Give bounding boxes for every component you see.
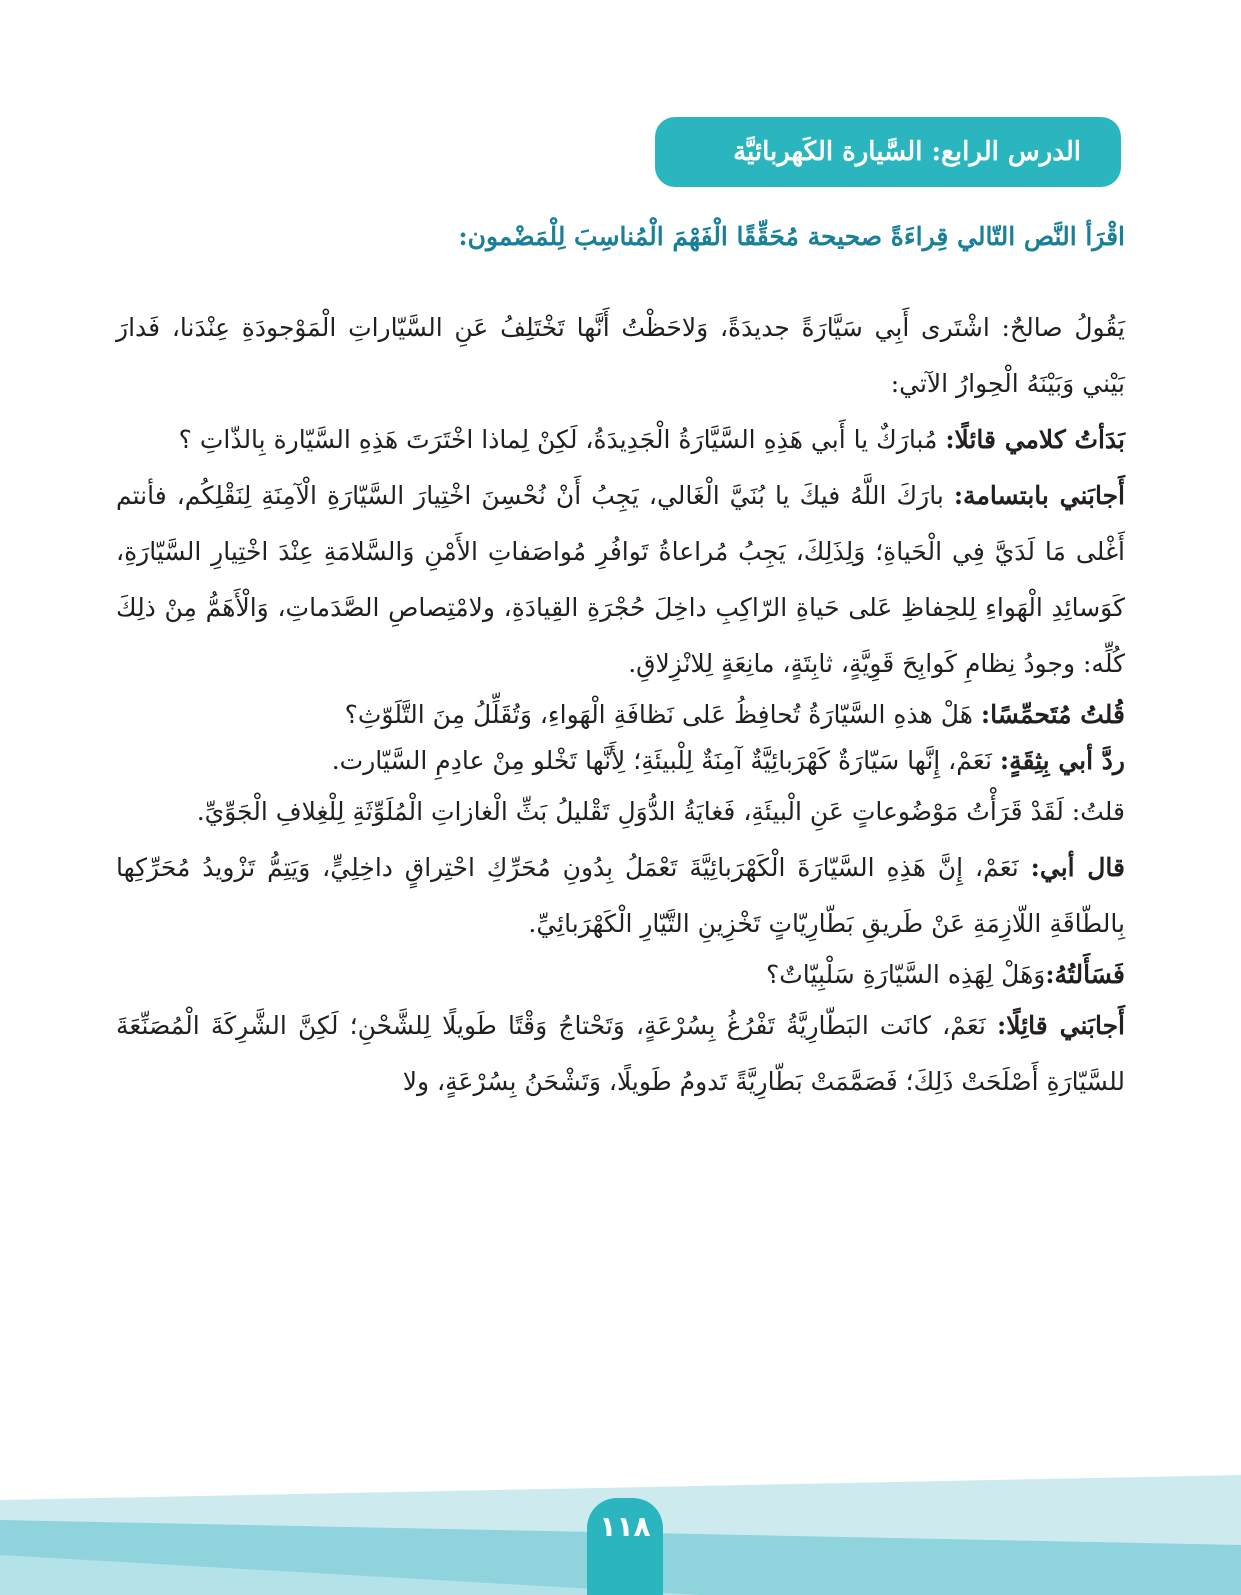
paragraph-text: بارَكَ اللَّهُ فيكَ يا بُنَيَّ الْغَالي، يَجِبُ أَنْ نُحْسِنَ اخْتِيارَ السَّيّارَةِ الْآمِنَةِ لِنَقْلِكُم، فأنتم أَغْلى مَا لَدَيَّ فِي الْحَياةِ؛ وَلِذَلِكَ، يَجِبُ مُراعاةُ تَوافُرِ مُواصَفاتِ الأَمْنِ وَالسَّلامَةِ عِنْدَ اخْتِيارِ السَّيّارَةِ، كَوَسائِدِ الْهَواءِ لِلحِفاظِ عَلى حَياةِ الرّاكِبِ داخِلَ حُجْرَةِ القِيادَةِ، ولامْتِصاصِ الصَّدَماتِ، وَالْأَهَمُّ مِنْ ذلِكَ كُلِّه: وجودُ نِظامِ كَوابِحَ قَوِيَّةٍ، ثابِتَةٍ، مانِعَةٍ لِلانْزِلاقِ. — [116, 481, 1125, 678]
page-number-badge — [587, 1498, 663, 1595]
paragraph-answer — [116, 468, 1125, 692]
paragraph-drawbacks-answer — [116, 998, 1125, 1110]
reading-instruction: اقْرَأ النَّص التّالي قِراءَةً صحيحة مُحَقِّقًا الْفَهْمَ الْمُناسِبَ لِلْمَضْمون: — [458, 222, 1125, 251]
lesson-title: الدرس الرابع: السَّيارة الكَهربائيَّة — [733, 137, 1081, 167]
speaker-label: بَدَأتُ كلامي قائلًا: — [945, 425, 1125, 454]
speaker-label: أَجابَني بابتسامة: — [953, 481, 1125, 510]
paragraph-drawbacks-question — [116, 952, 1125, 998]
paragraph-text: نَعَمْ، كانَت البَطّارِيَّةُ تَفْرُغُ بِسُرْعَةٍ، وَتَحْتاجُ وَقْتًا طَويلًا لِلشَّحْنِ؛ لَكِنَّ الشَّرِكَةَ الْمُصَنِّعَةَ للسَّيّارَةِ أَصْلَحَتْ ذَلِكَ؛ فَصَمَّمَتْ بَطّارِيَّةً تَدومُ طَويلًا، وَتَشْحَنُ بِسُرْعَةٍ، ولا — [116, 1011, 1125, 1096]
speaker-label: ردَّ أبي بِثِقَةٍ: — [999, 746, 1125, 775]
paragraph-text: قلتُ: لَقَدْ قَرَأْتُ مَوْضُوعاتٍ عَنِ الْبيئَةِ، فَغايَةُ الدُّوَلِ تَقْليلُ بَثِّ الْغازاتِ الْمُلَوِّثَةِ لِلْغِلافِ الْجَوِّيِّ. — [196, 797, 1125, 826]
speaker-label: قال أبي: — [1030, 853, 1126, 882]
speaker-label: أَجابَني قائِلًا: — [997, 1011, 1126, 1040]
speaker-label: فَسَأَلتُهُ: — [1045, 960, 1125, 989]
paragraph-confident-reply — [116, 738, 1125, 784]
paragraph-text: نَعَمْ، إِنَّ هَذِهِ السَّيّارَةَ الْكَهْرَبائِيَّةَ تَعْمَلُ بِدُونِ مُحَرِّكِ احْتِراقٍ داخِلِيٍّ، وَيَتِمُّ تَزْويدُ مُحَرِّكِها بِالطّاقَةِ اللّازِمَةِ عَنْ طَريقِ بَطّارِيّاتٍ تَخْزِينِ التَّيّارِ الْكَهْرَبائِيِّ. — [116, 853, 1125, 938]
paragraph-engine — [116, 840, 1125, 952]
speaker-label: قُلتُ مُتَحمِّسًا: — [980, 700, 1125, 729]
lesson-title-banner — [655, 117, 1121, 187]
paragraph-enthusiastic-question — [116, 692, 1125, 738]
paragraph-text: يَقُولُ صالحٌ: اشْتَرى أَبِي سَيَّارَةً جديدَةً، وَلاحَظْتُ أَنَّها تَخْتَلِفُ عَنِ السَّيّاراتِ الْمَوْجودَةِ عِنْدَنا، فَدارَ بَيْني وَبَيْنَهُ الْحِوارُ الآتي: — [116, 313, 1125, 398]
paragraph-text: هَلْ هذهِ السَّيّارَةُ تُحافِظُ عَلى نَظافَةِ الْهَواءِ، وَتُقَلِّلُ مِنَ التَّلَوّثِ؟ — [344, 700, 981, 729]
paragraph-text: مُبارَكٌ يا أَبي هَذِهِ السَّيَّارَةُ الْجَدِيدَةُ، لَكِنْ لِماذا اخْتَرَتَ هَذِهِ السَّيّارة بِالذّاتِ ؟ — [178, 425, 946, 454]
paragraph-intro — [116, 300, 1125, 412]
paragraph-text: نَعَمْ، إِنَّها سَيّارَةٌ كَهْرَبائِيَّةٌ آمِنَةٌ لِلْبيئَةِ؛ لِأَنَّها تَخْلو مِنْ عادِمِ السَّيّارت. — [331, 746, 1000, 775]
reading-passage — [116, 300, 1125, 1110]
paragraph-text: وَهَلْ لِهَذِه السَّيّارَةِ سَلْبِيّاتٌ؟ — [766, 960, 1046, 989]
page-number: ١١٨ — [599, 1510, 651, 1543]
paragraph-environment — [116, 784, 1125, 840]
paragraph-question — [116, 412, 1125, 468]
